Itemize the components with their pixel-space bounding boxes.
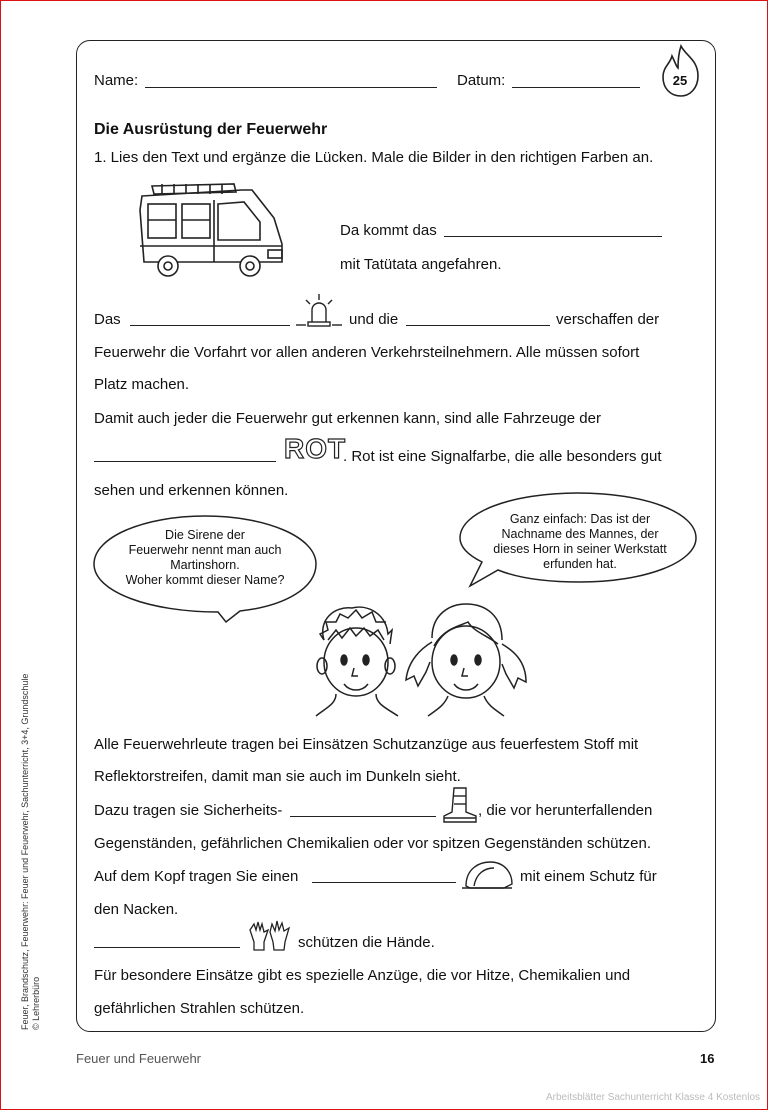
page-title: Die Ausrüstung der Feuerwehr bbox=[94, 121, 328, 138]
p2-line1: Damit auch jeder die Feuerwehr gut erkennen kann, sind alle Fahrzeuge der bbox=[94, 410, 601, 427]
fire-truck-icon bbox=[134, 180, 294, 288]
date-label: Datum: bbox=[457, 72, 506, 89]
p3-line3-end: , die vor herunterfallenden bbox=[478, 802, 653, 819]
flame-badge-icon bbox=[656, 42, 706, 100]
p1-line2: Feuerwehr die Vorfahrt vor allen anderen Verkehrsteilnehmern. Alle müssen sofort bbox=[94, 344, 640, 361]
safety-boot-icon bbox=[440, 786, 478, 826]
page-number-badge: 25 bbox=[672, 73, 688, 88]
footer-title: Feuer und Feuerwehr bbox=[76, 1051, 202, 1066]
p3-line8: Für besondere Einsätze gibt es spezielle Anzüge, die vor Hitze, Chemikalien und bbox=[94, 967, 631, 984]
blank-vehicle[interactable] bbox=[444, 236, 662, 237]
p3-line9: gefährlichen Strahlen schützen. bbox=[94, 1000, 305, 1017]
truck-text-line2: mit Tatütata angefahren. bbox=[340, 256, 502, 273]
blank-gloves[interactable] bbox=[94, 947, 240, 948]
name-line bbox=[145, 87, 437, 88]
watermark: Arbeitsblätter Sachunterricht Klasse 4 Kostenlos bbox=[546, 1092, 760, 1103]
p3-line4: Gegenständen, gefährlichen Chemikalien oder vor spitzen Gegenständen schützen. bbox=[94, 835, 652, 852]
fire-helmet-icon bbox=[460, 858, 516, 894]
gloves-icon bbox=[244, 918, 292, 954]
name-label: Name: bbox=[94, 72, 139, 89]
boy-icon bbox=[306, 600, 406, 718]
p3-line5-end: mit einem Schutz für bbox=[520, 868, 657, 885]
blank-vehicles[interactable] bbox=[94, 461, 276, 462]
sidebar-copyright bbox=[20, 674, 42, 1030]
sidebar-line2: © Lehrerbüro bbox=[31, 976, 41, 1030]
p2-line3: sehen und erkennen können. bbox=[94, 482, 289, 499]
date-line bbox=[512, 87, 640, 88]
sidebar-line1: Feuer, Brandschutz, Feuerwehr: Feuer und Feuerwehr, Sachunterricht, 3+4, Grundschule bbox=[20, 673, 30, 1030]
p3-line7-end: schützen die Hände. bbox=[298, 934, 435, 951]
p3-line6: den Nacken. bbox=[94, 901, 179, 918]
task-instruction: 1. Lies den Text und ergänze die Lücken. Male die Bilder in den richtigen Farben an. bbox=[94, 149, 654, 166]
footer-page-number: 16 bbox=[700, 1051, 715, 1066]
blank-boots[interactable] bbox=[290, 816, 436, 817]
truck-text-line1: Da kommt das bbox=[340, 222, 437, 239]
speech-bubble-right-text: Ganz einfach: Das ist der Nachname des Mannes, der dieses Horn in seiner Werkstatt erfunden hat. bbox=[493, 512, 667, 571]
p1-das: Das bbox=[94, 311, 121, 328]
p3-line3-start: Dazu tragen sie Sicherheits- bbox=[94, 802, 283, 819]
p2-line2: . Rot ist eine Signalfarbe, die alle besonders gut bbox=[343, 448, 662, 465]
p1-line3: Platz machen. bbox=[94, 376, 190, 393]
p3-line5-start: Auf dem Kopf tragen Sie einen bbox=[94, 868, 299, 885]
p1-und-die: und die bbox=[349, 311, 399, 328]
p1-verschaffen: verschaffen der bbox=[556, 311, 660, 328]
siren-light-icon bbox=[296, 292, 342, 330]
blank-horn[interactable] bbox=[406, 325, 550, 326]
p3-line2: Reflektorstreifen, damit man sie auch im Dunkeln sieht. bbox=[94, 768, 461, 785]
blank-light[interactable] bbox=[130, 325, 290, 326]
p3-line1: Alle Feuerwehrleute tragen bei Einsätzen Schutzanzüge aus feuerfestem Stoff mit bbox=[94, 736, 639, 753]
speech-bubble-left-text: Die Sirene der Feuerwehr nennt man auch Martinshorn. Woher kommt dieser Name? bbox=[125, 528, 285, 587]
rot-word: ROT bbox=[284, 433, 347, 464]
girl-icon bbox=[404, 598, 528, 718]
blank-helmet[interactable] bbox=[312, 882, 456, 883]
